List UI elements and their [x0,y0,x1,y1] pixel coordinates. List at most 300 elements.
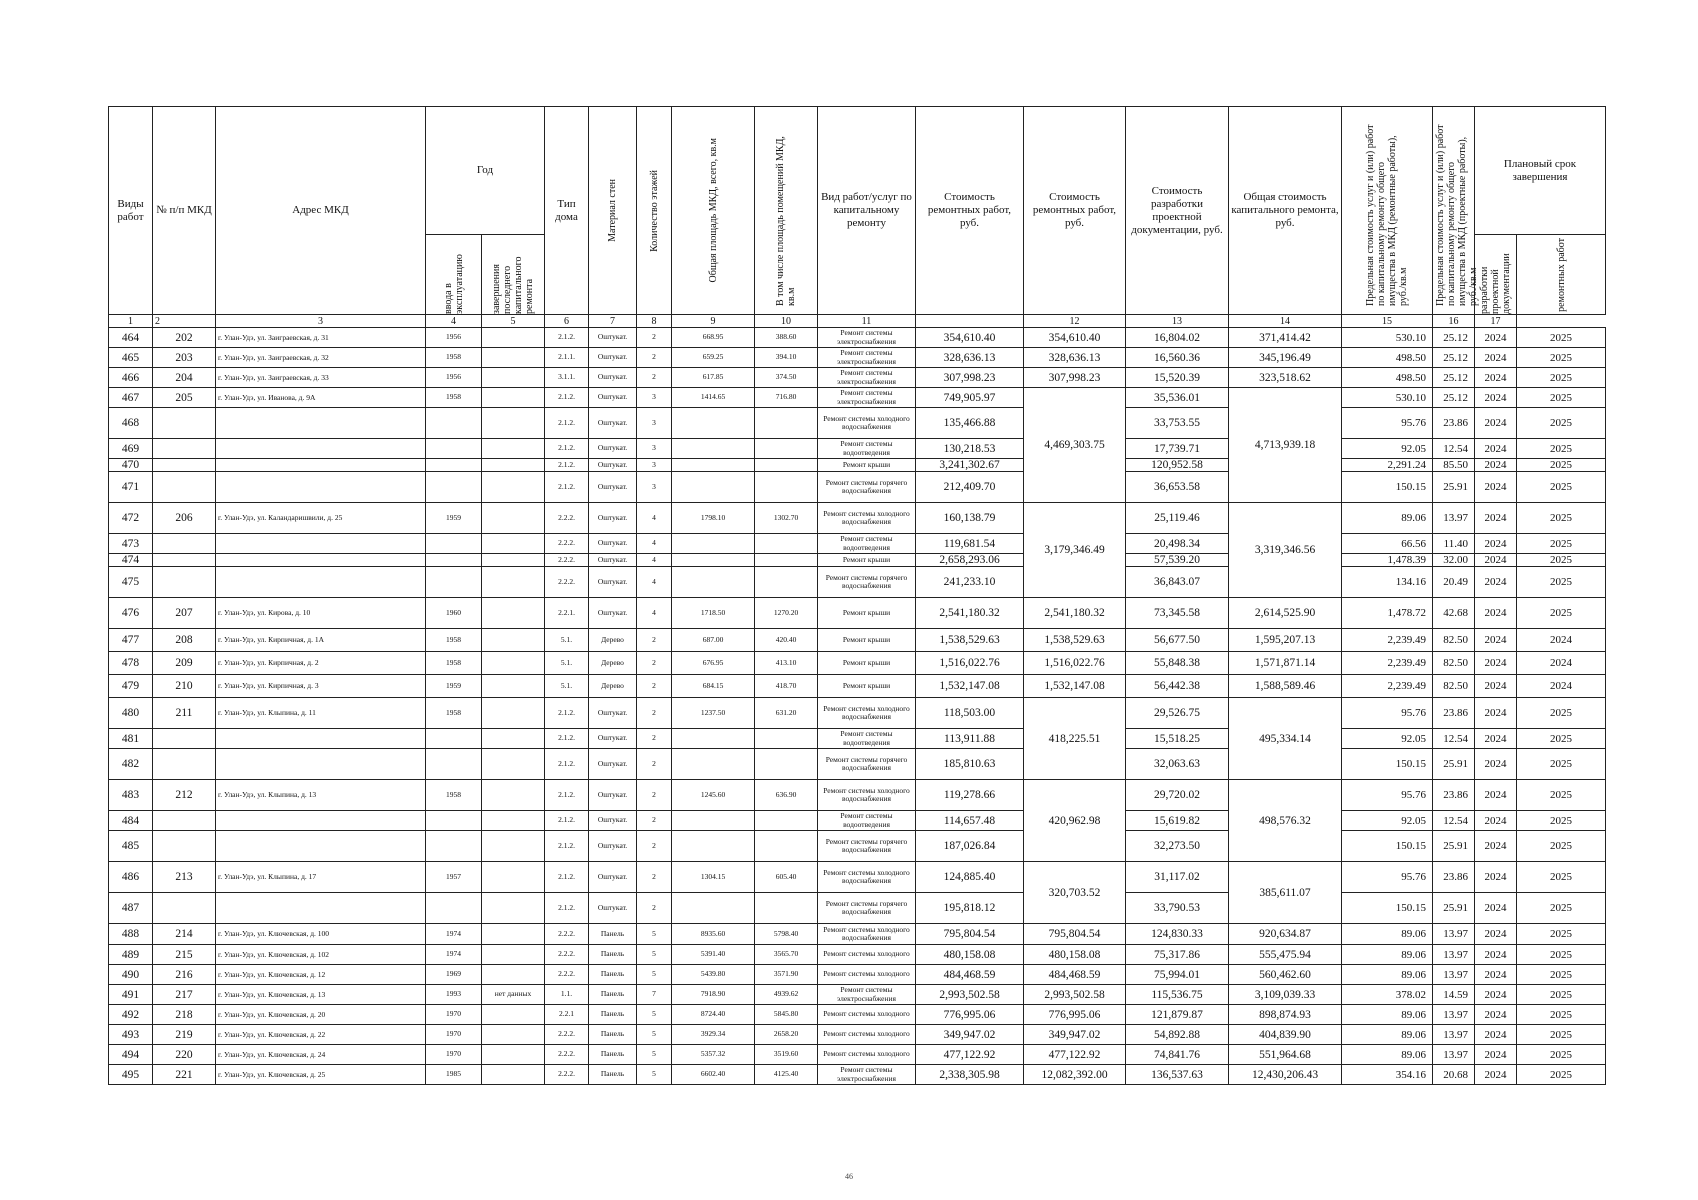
limit-repair-cell: 92.05 [1342,729,1433,749]
wall-material-cell: Дерево [589,629,637,652]
planned-repair-year-cell: 2025 [1517,811,1606,831]
row-number-cell: 464 [109,328,153,348]
year-last-repair-cell: нет данных [482,985,545,1005]
planned-repair-year-cell: 2025 [1517,368,1606,388]
premises-area-cell: 420.40 [755,629,818,652]
address-cell: г. Улан-Удэ, ул. Ключевская, д. 22 [216,1025,426,1045]
wall-material-cell: Оштукат. [589,567,637,598]
house-type-cell: 2.2.2. [545,567,589,598]
limit-design-cell: 23.86 [1433,408,1475,439]
mkd-number-cell: 213 [153,862,216,893]
repair-cost-total-cell: 484,468.59 [1024,965,1126,985]
mkd-number-cell: 207 [153,598,216,629]
wall-material-cell: Панель [589,985,637,1005]
year-commission-cell [426,749,482,780]
column-number: 16 [1433,315,1475,328]
design-cost-cell: 36,653.58 [1126,472,1229,503]
mkd-number-cell [153,831,216,862]
table-row [109,893,1606,924]
house-type-cell: 2.1.1. [545,348,589,368]
table-row [109,368,1606,388]
repair-cost-cell: 119,681.54 [916,534,1024,554]
floors-cell: 4 [637,554,672,567]
table-row [109,388,1606,408]
work-kind-cell: Ремонт системы холодного [818,1045,916,1065]
repair-cost-total-cell: 477,122.92 [1024,1045,1126,1065]
planned-repair-year-cell: 2025 [1517,408,1606,439]
limit-design-cell: 14.59 [1433,985,1475,1005]
address-cell: г. Улан-Удэ, ул. Кирова, д. 10 [216,598,426,629]
work-kind-cell: Ремонт системы холодного [818,945,916,965]
house-type-cell: 2.2.2. [545,965,589,985]
year-last-repair-cell [482,780,545,811]
premises-area-cell: 716.80 [755,388,818,408]
mkd-number-cell: 204 [153,368,216,388]
column-number: 5 [482,315,545,328]
house-type-cell: 2.2.2. [545,945,589,965]
year-commission-cell: 1958 [426,388,482,408]
limit-design-cell: 20.68 [1433,1065,1475,1085]
repair-cost-total-cell: 1,538,529.63 [1024,629,1126,652]
premises-area-cell [755,831,818,862]
planned-repair-year-cell: 2025 [1517,945,1606,965]
total-area-cell: 8724.40 [672,1005,755,1025]
design-cost-cell: 29,720.02 [1126,780,1229,811]
mkd-number-cell: 203 [153,348,216,368]
table-row [109,629,1606,652]
premises-area-cell: 4939.62 [755,985,818,1005]
repair-cost-total-cell: 307,998.23 [1024,368,1126,388]
year-last-repair-cell [482,629,545,652]
address-cell: г. Улан-Удэ, ул. Ключевская, д. 12 [216,965,426,985]
repair-cost-cell: 2,658,293.06 [916,554,1024,567]
limit-design-cell: 12.54 [1433,729,1475,749]
row-number-cell: 470 [109,459,153,472]
total-cost-cell: 495,334.14 [1229,698,1342,780]
row-number-cell: 487 [109,893,153,924]
mkd-number-cell: 216 [153,965,216,985]
year-commission-cell: 1956 [426,328,482,348]
column-number: 11 [818,315,916,328]
limit-repair-cell: 89.06 [1342,1045,1433,1065]
wall-material-cell: Оштукат. [589,554,637,567]
limit-repair-cell: 530.10 [1342,388,1433,408]
wall-material-cell: Оштукат. [589,862,637,893]
row-number-cell: 481 [109,729,153,749]
wall-material-cell: Оштукат. [589,698,637,729]
year-commission-cell [426,459,482,472]
table-row [109,924,1606,945]
year-last-repair-cell [482,1025,545,1045]
house-type-cell: 2.1.2. [545,472,589,503]
table-row [109,459,1606,472]
limit-repair-cell: 1,478.39 [1342,554,1433,567]
repair-cost-total-cell: 480,158.08 [1024,945,1126,965]
repair-cost-total-cell: 776,995.06 [1024,1005,1126,1025]
address-cell: г. Улан-Удэ, ул. Кирпичная, д. 3 [216,675,426,698]
repair-cost-total-cell: 354,610.40 [1024,328,1126,348]
mkd-number-cell: 212 [153,780,216,811]
planned-design-year-cell: 2024 [1475,1065,1517,1085]
table-row [109,1005,1606,1025]
address-cell: г. Улан-Удэ, ул. Заиграевская, д. 33 [216,368,426,388]
design-cost-cell: 15,520.39 [1126,368,1229,388]
address-cell [216,459,426,472]
header-planned-repair: ремонтных работ [1517,235,1606,315]
column-number: 8 [637,315,672,328]
table-row [109,862,1606,893]
planned-design-year-cell: 2024 [1475,698,1517,729]
table-row [109,503,1606,534]
total-cost-cell: 404,839.90 [1229,1025,1342,1045]
year-commission-cell: 1985 [426,1065,482,1085]
design-cost-cell: 15,619.82 [1126,811,1229,831]
header-cost-design: Стоимость разработки проектной документации, руб. [1126,107,1229,315]
work-kind-cell: Ремонт системы электроснабжения [818,328,916,348]
column-number: 7 [589,315,637,328]
work-kind-cell: Ремонт системы электроснабжения [818,348,916,368]
design-cost-cell: 20,498.34 [1126,534,1229,554]
repair-cost-cell: 3,241,302.67 [916,459,1024,472]
total-area-cell: 1245.60 [672,780,755,811]
wall-material-cell: Оштукат. [589,831,637,862]
mkd-number-cell [153,811,216,831]
wall-material-cell: Оштукат. [589,729,637,749]
mkd-number-cell: 208 [153,629,216,652]
year-commission-cell [426,811,482,831]
house-type-cell: 3.1.1. [545,368,589,388]
wall-material-cell: Оштукат. [589,811,637,831]
year-last-repair-cell [482,1045,545,1065]
limit-repair-cell: 95.76 [1342,408,1433,439]
total-area-cell [672,534,755,554]
mkd-number-cell: 219 [153,1025,216,1045]
premises-area-cell: 3519.60 [755,1045,818,1065]
planned-repair-year-cell: 2025 [1517,459,1606,472]
house-type-cell: 2.1.2. [545,893,589,924]
year-last-repair-cell [482,534,545,554]
row-number-cell: 472 [109,503,153,534]
planned-repair-year-cell: 2025 [1517,503,1606,534]
house-type-cell: 2.2.2. [545,1025,589,1045]
house-type-cell: 2.2.1 [545,1005,589,1025]
design-cost-cell: 73,345.58 [1126,598,1229,629]
floors-cell: 4 [637,503,672,534]
table-row [109,965,1606,985]
address-cell: г. Улан-Удэ, ул. Ключевская, д. 25 [216,1065,426,1085]
year-commission-cell: 1959 [426,675,482,698]
work-kind-cell: Ремонт системы горячего водоснабжения [818,472,916,503]
year-commission-cell: 1969 [426,965,482,985]
year-commission-cell [426,893,482,924]
repair-cost-cell: 1,516,022.76 [916,652,1024,675]
planned-design-year-cell: 2024 [1475,780,1517,811]
year-last-repair-cell [482,408,545,439]
floors-cell: 2 [637,675,672,698]
design-cost-cell: 17,739.71 [1126,439,1229,459]
table-row [109,945,1606,965]
planned-design-year-cell: 2024 [1475,1045,1517,1065]
planned-repair-year-cell: 2025 [1517,862,1606,893]
planned-design-year-cell: 2024 [1475,945,1517,965]
address-cell: г. Улан-Удэ, ул. Клыпина, д. 17 [216,862,426,893]
planned-repair-year-cell: 2025 [1517,831,1606,862]
mkd-number-cell: 218 [153,1005,216,1025]
repair-cost-cell: 795,804.54 [916,924,1024,945]
total-cost-cell: 371,414.42 [1229,328,1342,348]
planned-repair-year-cell: 2025 [1517,698,1606,729]
total-cost-cell: 3,109,039.33 [1229,985,1342,1005]
row-number-cell: 474 [109,554,153,567]
row-number-cell: 492 [109,1005,153,1025]
repair-cost-cell: 118,503.00 [916,698,1024,729]
house-type-cell: 2.1.2. [545,408,589,439]
column-number: 14 [1229,315,1342,328]
total-cost-cell: 1,571,871.14 [1229,652,1342,675]
wall-material-cell: Оштукат. [589,408,637,439]
planned-design-year-cell: 2024 [1475,811,1517,831]
total-area-cell: 1798.10 [672,503,755,534]
year-last-repair-cell [482,893,545,924]
table-row [109,780,1606,811]
work-kind-cell: Ремонт системы водоотведения [818,534,916,554]
planned-design-year-cell: 2024 [1475,749,1517,780]
year-commission-cell: 1958 [426,348,482,368]
repair-cost-cell: 114,657.48 [916,811,1024,831]
total-area-cell [672,893,755,924]
year-last-repair-cell [482,368,545,388]
total-cost-cell: 551,964.68 [1229,1045,1342,1065]
floors-cell: 3 [637,439,672,459]
repair-cost-cell: 484,468.59 [916,965,1024,985]
house-type-cell: 2.1.2. [545,780,589,811]
total-area-cell: 1304.15 [672,862,755,893]
address-cell [216,439,426,459]
repair-cost-cell: 477,122.92 [916,1045,1024,1065]
mkd-number-cell [153,472,216,503]
house-type-cell: 1.1. [545,985,589,1005]
address-cell [216,534,426,554]
planned-design-year-cell: 2024 [1475,472,1517,503]
year-last-repair-cell [482,439,545,459]
repair-cost-cell: 160,138.79 [916,503,1024,534]
limit-design-cell: 25.91 [1433,749,1475,780]
house-type-cell: 2.2.2. [545,503,589,534]
mkd-number-cell: 202 [153,328,216,348]
floors-cell: 4 [637,567,672,598]
floors-cell: 3 [637,472,672,503]
header-types: Виды работ [109,107,153,315]
total-area-cell: 8935.60 [672,924,755,945]
wall-material-cell: Оштукат. [589,348,637,368]
total-area-cell: 1237.50 [672,698,755,729]
table-row [109,1025,1606,1045]
total-area-cell [672,408,755,439]
planned-repair-year-cell: 2025 [1517,388,1606,408]
repair-cost-total-cell: 320,703.52 [1024,862,1126,924]
year-last-repair-cell [482,567,545,598]
header-limit-repair: Предельная стоимость услуг и (или) работ по капитальному ремонту общего имущества в МКД (ремонтные работы), руб./кв.м [1342,107,1433,315]
mkd-number-cell: 205 [153,388,216,408]
design-cost-cell: 57,539.20 [1126,554,1229,567]
mkd-number-cell: 211 [153,698,216,729]
repair-cost-total-cell: 795,804.54 [1024,924,1126,945]
planned-design-year-cell: 2024 [1475,408,1517,439]
wall-material-cell: Панель [589,965,637,985]
total-area-cell: 676.95 [672,652,755,675]
limit-repair-cell: 89.06 [1342,965,1433,985]
floors-cell: 2 [637,831,672,862]
column-number: 1 [109,315,153,328]
year-commission-cell [426,729,482,749]
wall-material-cell: Оштукат. [589,749,637,780]
wall-material-cell: Оштукат. [589,388,637,408]
planned-design-year-cell: 2024 [1475,459,1517,472]
limit-design-cell: 85.50 [1433,459,1475,472]
total-area-cell: 684.15 [672,675,755,698]
address-cell: г. Улан-Удэ, ул. Кирпичная, д. 1А [216,629,426,652]
limit-repair-cell: 89.06 [1342,1025,1433,1045]
design-cost-cell: 25,119.46 [1126,503,1229,534]
work-kind-cell: Ремонт системы горячего водоснабжения [818,749,916,780]
table-row [109,408,1606,439]
year-last-repair-cell [482,1065,545,1085]
limit-repair-cell: 92.05 [1342,439,1433,459]
planned-design-year-cell: 2024 [1475,965,1517,985]
planned-design-year-cell: 2024 [1475,652,1517,675]
house-type-cell: 2.1.2. [545,831,589,862]
planned-design-year-cell: 2024 [1475,328,1517,348]
row-number-cell: 491 [109,985,153,1005]
premises-area-cell: 2658.20 [755,1025,818,1045]
year-commission-cell [426,554,482,567]
repair-cost-cell: 113,911.88 [916,729,1024,749]
work-kind-cell: Ремонт системы холодного водоснабжения [818,924,916,945]
work-kind-cell: Ремонт системы холодного водоснабжения [818,862,916,893]
total-area-cell: 668.95 [672,328,755,348]
row-number-cell: 467 [109,388,153,408]
year-commission-cell: 1958 [426,698,482,729]
row-number-cell: 482 [109,749,153,780]
limit-repair-cell: 92.05 [1342,811,1433,831]
table-row [109,698,1606,729]
table-row [109,534,1606,554]
premises-area-cell [755,554,818,567]
work-kind-cell: Ремонт системы холодного водоснабжения [818,780,916,811]
table-row [109,749,1606,780]
limit-design-cell: 13.97 [1433,503,1475,534]
planned-repair-year-cell: 2024 [1517,675,1606,698]
repair-cost-total-cell: 1,532,147.08 [1024,675,1126,698]
limit-repair-cell: 2,291.24 [1342,459,1433,472]
design-cost-cell: 75,994.01 [1126,965,1229,985]
wall-material-cell: Оштукат. [589,893,637,924]
planned-repair-year-cell: 2025 [1517,965,1606,985]
limit-design-cell: 12.54 [1433,439,1475,459]
wall-material-cell: Панель [589,1005,637,1025]
year-commission-cell: 1959 [426,503,482,534]
year-last-repair-cell [482,554,545,567]
premises-area-cell: 374.50 [755,368,818,388]
address-cell [216,831,426,862]
wall-material-cell: Оштукат. [589,534,637,554]
limit-design-cell: 13.97 [1433,924,1475,945]
planned-design-year-cell: 2024 [1475,1005,1517,1025]
floors-cell: 2 [637,780,672,811]
design-cost-cell: 33,753.55 [1126,408,1229,439]
mkd-number-cell [153,408,216,439]
repair-cost-cell: 2,541,180.32 [916,598,1024,629]
year-last-repair-cell [482,388,545,408]
total-cost-cell: 920,634.87 [1229,924,1342,945]
table-row [109,831,1606,862]
design-cost-cell: 55,848.38 [1126,652,1229,675]
design-cost-cell: 32,273.50 [1126,831,1229,862]
year-commission-cell [426,472,482,503]
year-last-repair-cell [482,862,545,893]
repair-cost-total-cell: 1,516,022.76 [1024,652,1126,675]
wall-material-cell: Оштукат. [589,503,637,534]
premises-area-cell: 3571.90 [755,965,818,985]
address-cell: г. Улан-Удэ, ул. Заиграевская, д. 32 [216,348,426,368]
premises-area-cell: 5798.40 [755,924,818,945]
year-commission-cell: 1958 [426,780,482,811]
mkd-number-cell: 220 [153,1045,216,1065]
repair-cost-cell: 212,409.70 [916,472,1024,503]
year-last-repair-cell [482,598,545,629]
limit-design-cell: 82.50 [1433,652,1475,675]
address-cell: г. Улан-Удэ, ул. Клыпина, д. 11 [216,698,426,729]
limit-design-cell: 23.86 [1433,780,1475,811]
floors-cell: 2 [637,749,672,780]
total-area-cell: 3929.34 [672,1025,755,1045]
design-cost-cell: 124,830.33 [1126,924,1229,945]
premises-area-cell [755,811,818,831]
floors-cell: 5 [637,1005,672,1025]
year-commission-cell [426,534,482,554]
header-wall-material: Материал стен [589,107,637,315]
repair-cost-cell: 354,610.40 [916,328,1024,348]
row-number-cell: 495 [109,1065,153,1085]
repair-cost-cell: 135,466.88 [916,408,1024,439]
limit-repair-cell: 378.02 [1342,985,1433,1005]
repair-cost-cell: 185,810.63 [916,749,1024,780]
floors-cell: 2 [637,328,672,348]
house-type-cell: 2.1.2. [545,862,589,893]
table-row [109,439,1606,459]
house-type-cell: 5.1. [545,675,589,698]
floors-cell: 5 [637,945,672,965]
limit-repair-cell: 1,478.72 [1342,598,1433,629]
address-cell: г. Улан-Удэ, ул. Ключевская, д. 13 [216,985,426,1005]
limit-repair-cell: 89.06 [1342,1005,1433,1025]
address-cell: г. Улан-Удэ, ул. Ключевская, д. 20 [216,1005,426,1025]
planned-repair-year-cell: 2025 [1517,472,1606,503]
house-type-cell: 2.1.2. [545,698,589,729]
year-last-repair-cell [482,749,545,780]
wall-material-cell: Панель [589,945,637,965]
total-area-cell: 1718.50 [672,598,755,629]
design-cost-cell: 36,843.07 [1126,567,1229,598]
work-kind-cell: Ремонт системы водоотведения [818,729,916,749]
total-area-cell: 5391.40 [672,945,755,965]
floors-cell: 2 [637,893,672,924]
limit-repair-cell: 2,239.49 [1342,629,1433,652]
house-type-cell: 2.2.2. [545,554,589,567]
design-cost-cell: 136,537.63 [1126,1065,1229,1085]
limit-design-cell: 13.97 [1433,1005,1475,1025]
planned-repair-year-cell: 2025 [1517,924,1606,945]
